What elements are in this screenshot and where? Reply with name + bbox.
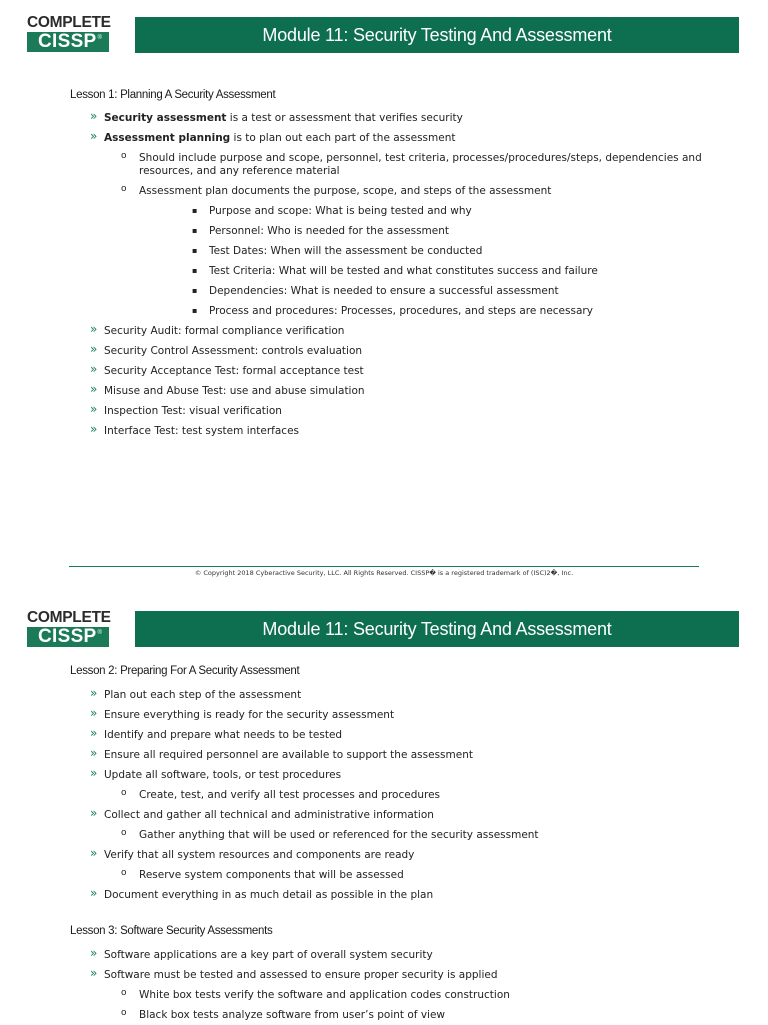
plan-point: ▪ Test Dates: When will the assessment be conducted bbox=[139, 241, 728, 261]
update-sublist bbox=[104, 785, 728, 805]
logo-complete-text: COMPLETE bbox=[27, 14, 111, 31]
term-bold: Assessment planning bbox=[104, 131, 231, 144]
list-item-text: Collect and gather all technical and administrative information bbox=[104, 808, 434, 821]
list-item bbox=[88, 765, 728, 805]
module-title-banner: Module 11: Security Testing And Assessment bbox=[135, 17, 739, 53]
plan-point: ▪ Test Criteria: What will be tested and what constitutes success and failure bbox=[139, 261, 728, 281]
sub-list-text: Assessment plan documents the purpose, scope, and steps of the assessment bbox=[139, 184, 552, 197]
plan-point: ▪ Process and procedures: Processes, procedures, and steps are necessary bbox=[139, 301, 728, 321]
logo-cissp-text: CISSP bbox=[38, 626, 97, 647]
sub-list-item: o Create, test, and verify all test processes and procedures bbox=[104, 785, 728, 805]
lesson-3-list bbox=[88, 945, 728, 1025]
sub-list-item bbox=[104, 181, 728, 321]
lesson-3-title: Lesson 3: Software Security Assessments bbox=[70, 925, 273, 937]
list-item: » Security Audit: formal compliance verification bbox=[88, 321, 728, 341]
logo-cissp-box bbox=[27, 627, 109, 647]
term-bold: Security assessment bbox=[104, 111, 227, 124]
list-item bbox=[88, 845, 728, 885]
list-item bbox=[88, 128, 728, 321]
list-item: » Identify and prepare what needs to be tested bbox=[88, 725, 728, 745]
list-item: » Document everything in as much detail as possible in the plan bbox=[88, 885, 728, 905]
list-item-text: Update all software, tools, or test procedures bbox=[104, 768, 342, 781]
sub-list-item: o White box tests verify the software and application codes construction bbox=[104, 985, 728, 1005]
module-title-banner: Module 11: Security Testing And Assessment bbox=[135, 611, 739, 647]
plan-points-list bbox=[139, 201, 728, 321]
logo-cissp-text: CISSP bbox=[38, 31, 97, 52]
logo-registered-mark: ® bbox=[97, 35, 103, 41]
logo-cissp-box bbox=[27, 32, 109, 52]
list-item: » Plan out each step of the assessment bbox=[88, 685, 728, 705]
list-item-text: Software must be tested and assessed to ensure proper security is applied bbox=[104, 968, 498, 981]
list-item bbox=[88, 108, 728, 128]
list-item: » Security Control Assessment: controls evaluation bbox=[88, 341, 728, 361]
lesson-1-title: Lesson 1: Planning A Security Assessment bbox=[70, 89, 276, 101]
list-item: » Interface Test: test system interfaces bbox=[88, 421, 728, 441]
plan-point: ▪ Purpose and scope: What is being tested and why bbox=[139, 201, 728, 221]
collect-sublist bbox=[104, 825, 728, 845]
list-item: » Misuse and Abuse Test: use and abuse simulation bbox=[88, 381, 728, 401]
term-definition: is a test or assessment that verifies security bbox=[226, 111, 463, 124]
list-item bbox=[88, 805, 728, 845]
list-item: » Inspection Test: visual verification bbox=[88, 401, 728, 421]
term-definition: is to plan out each part of the assessment bbox=[230, 131, 456, 144]
planning-sublist bbox=[104, 148, 728, 321]
list-item-text: Verify that all system resources and components are ready bbox=[104, 848, 415, 861]
lesson-2-list bbox=[88, 685, 728, 905]
list-item bbox=[88, 965, 728, 1025]
plan-point: ▪ Dependencies: What is needed to ensure a successful assessment bbox=[139, 281, 728, 301]
logo-complete-text: COMPLETE bbox=[27, 609, 111, 626]
sub-list-item: o Black box tests analyze software from user’s point of view bbox=[104, 1005, 728, 1025]
software-test-sublist bbox=[104, 985, 728, 1025]
sub-list-item: o Should include purpose and scope, personnel, test criteria, processes/procedures/steps, dependencies and resources, and any reference material bbox=[104, 148, 728, 181]
sub-list-item: o Gather anything that will be used or referenced for the security assessment bbox=[104, 825, 728, 845]
logo-registered-mark: ® bbox=[97, 630, 103, 636]
list-item: » Security Acceptance Test: formal acceptance test bbox=[88, 361, 728, 381]
plan-point: ▪ Personnel: Who is needed for the assessment bbox=[139, 221, 728, 241]
copyright-footer: © Copyright 2018 Cyberactive Security, LLC. All Rights Reserved. CISSP� is a registered trademark of (ISC)2�, Inc. bbox=[194, 569, 574, 577]
lesson-2-title: Lesson 2: Preparing For A Security Assessment bbox=[70, 665, 300, 677]
sub-list-item: o Reserve system components that will be assessed bbox=[104, 865, 728, 885]
cissp-logo bbox=[27, 609, 109, 647]
list-item: » Ensure everything is ready for the security assessment bbox=[88, 705, 728, 725]
cissp-logo bbox=[27, 14, 109, 52]
verify-sublist bbox=[104, 865, 728, 885]
lesson-1-list bbox=[88, 108, 728, 441]
list-item: » Software applications are a key part of overall system security bbox=[88, 945, 728, 965]
list-item: » Ensure all required personnel are available to support the assessment bbox=[88, 745, 728, 765]
footer-divider bbox=[69, 566, 699, 567]
